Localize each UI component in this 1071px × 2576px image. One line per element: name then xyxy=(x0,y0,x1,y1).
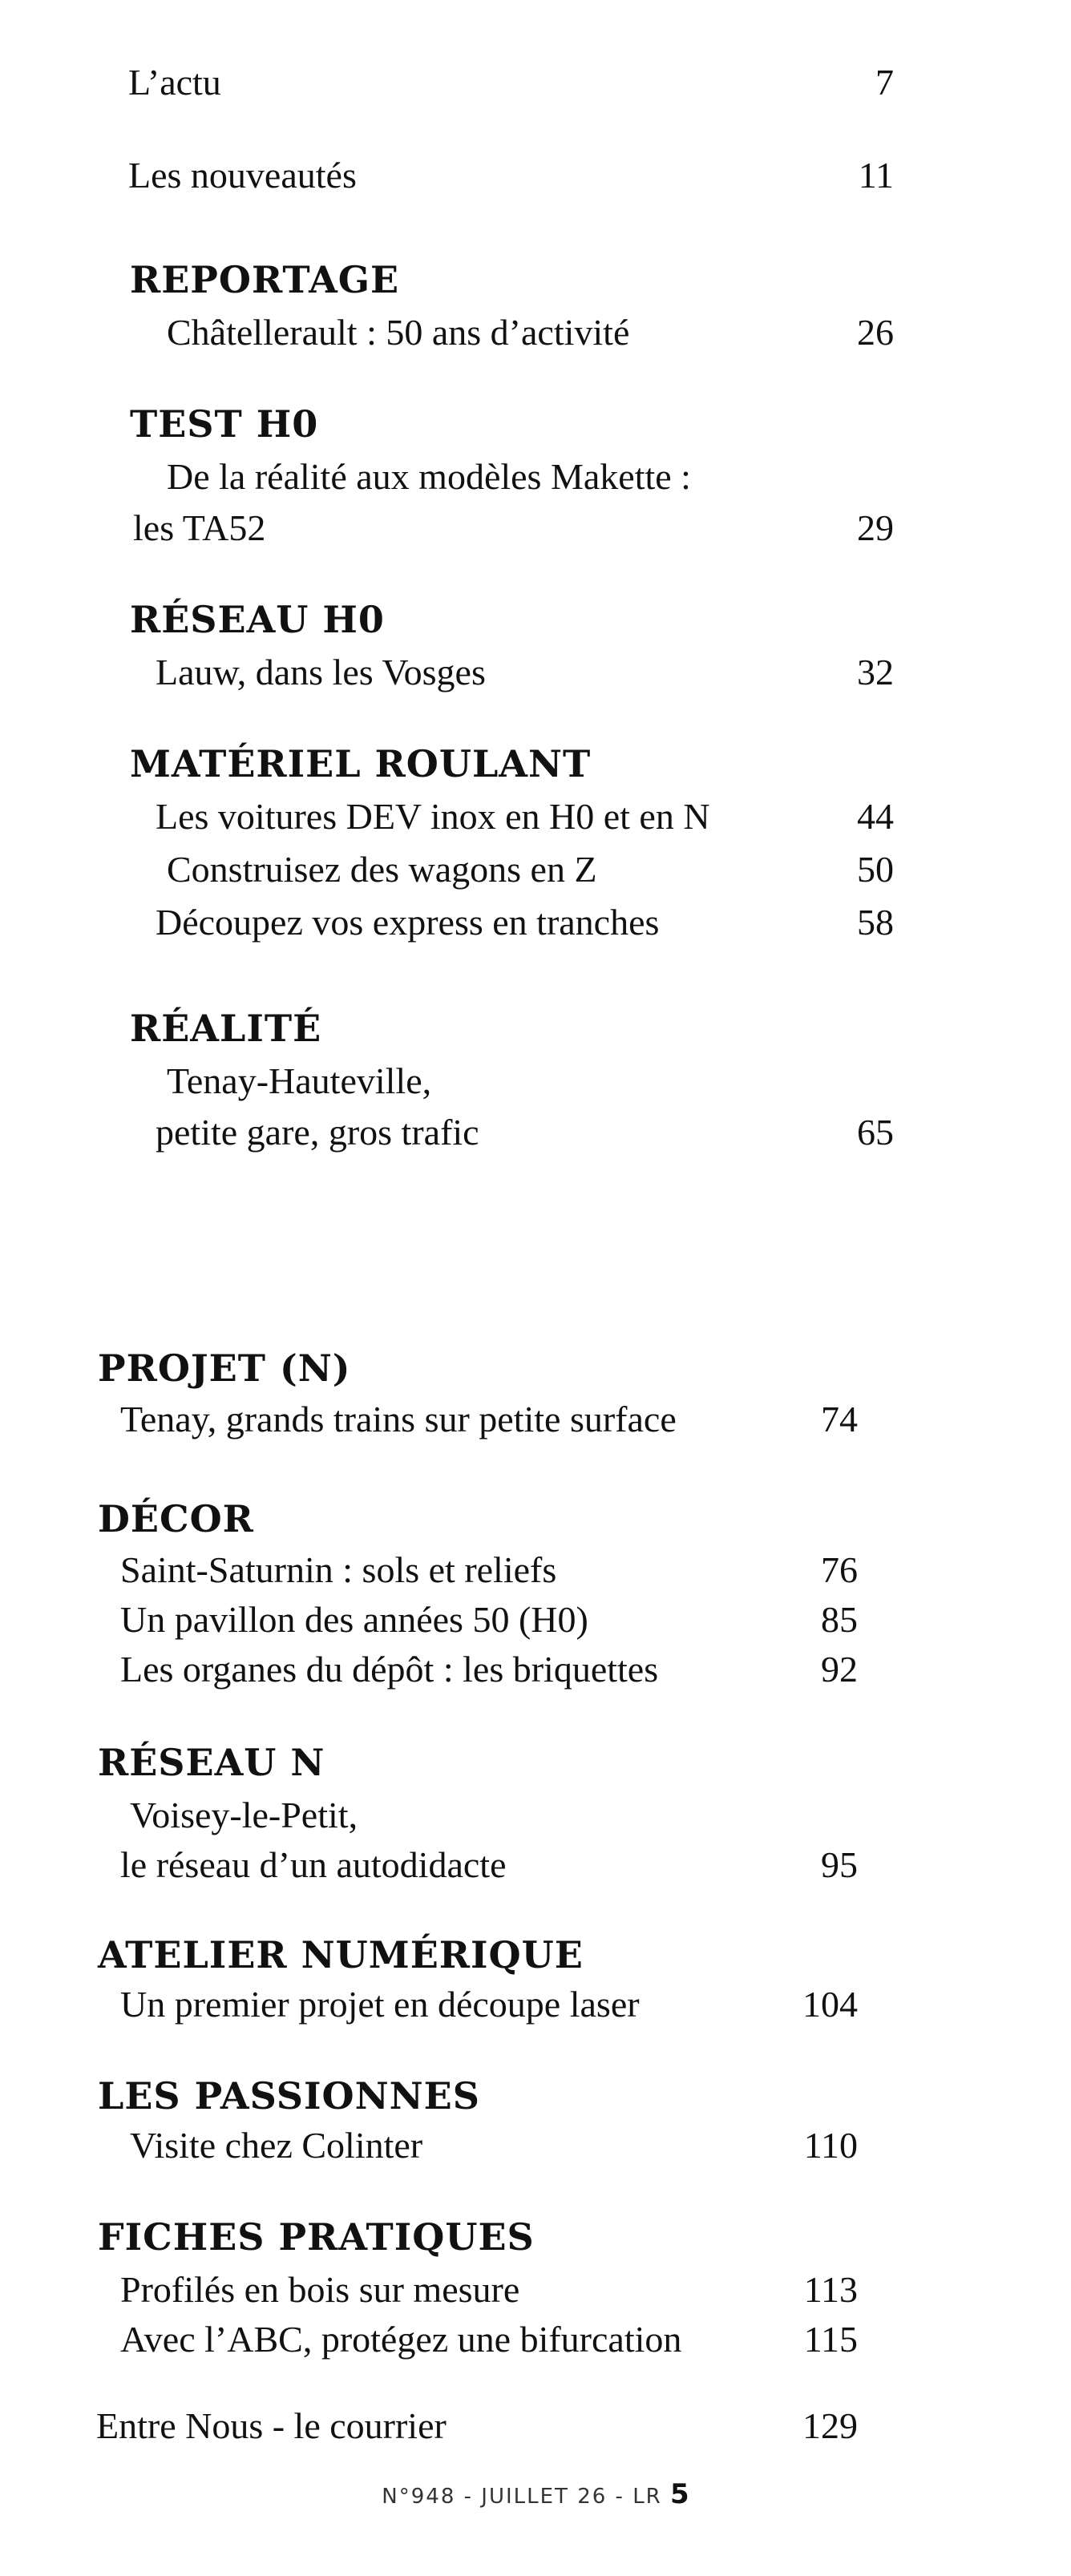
toc-entry-page: 95 xyxy=(821,1844,858,1885)
toc-entry-title: Découpez vos express en tranches xyxy=(156,902,660,943)
section-heading-realite: RÉALITÉ xyxy=(130,1007,322,1050)
toc-entry-title: Entre Nous - le courrier xyxy=(96,2405,447,2446)
toc-entry-title-line2: les TA52 xyxy=(133,507,266,548)
toc-entry-title: Les voitures DEV inox en H0 et en N xyxy=(156,796,710,837)
toc-entry-title: Un premier projet en découpe laser xyxy=(120,1984,640,2025)
toc-entry-page: 29 xyxy=(857,507,894,548)
toc-entry-title: Les organes du dépôt : les briquettes xyxy=(120,1649,659,1690)
toc-entry-title-line2: le réseau d’un autodidacte xyxy=(120,1844,507,1885)
section-heading-atelier-numerique: ATELIER NUMÉRIQUE xyxy=(98,1933,584,1976)
toc-entry-title: Lauw, dans les Vosges xyxy=(156,652,486,692)
toc-entry-page: 85 xyxy=(821,1599,858,1640)
toc-entry-page: 110 xyxy=(803,2125,858,2166)
section-heading-les-passionnes: LES PASSIONNES xyxy=(98,2074,480,2118)
toc-entry-title-line1: Tenay-Hauteville, xyxy=(167,1060,432,1101)
toc-entry-page: 115 xyxy=(803,2319,858,2360)
toc-entry-title: Profilés en bois sur mesure xyxy=(120,2269,520,2310)
page-footer xyxy=(0,2478,1071,2510)
issue-info: N°948 - JUILLET 26 - LR xyxy=(382,2485,662,2509)
section-heading-decor: DÉCOR xyxy=(98,1497,254,1540)
toc-entry-title-line1: Voisey-le-Petit, xyxy=(130,1795,358,1835)
toc-entry-page: 92 xyxy=(821,1649,858,1690)
section-heading-reportage: REPORTAGE xyxy=(130,258,400,301)
section-heading-reseau-h0: RÉSEAU H0 xyxy=(130,598,385,641)
toc-entry-page: 104 xyxy=(802,1984,858,2025)
toc-entry-page: 44 xyxy=(857,796,894,837)
toc-entry-page: 58 xyxy=(857,902,894,943)
toc-entry-page: 129 xyxy=(802,2405,858,2446)
section-heading-projet-n: PROJET (N) xyxy=(98,1347,351,1390)
section-heading-test-h0: TEST H0 xyxy=(130,402,319,446)
toc-entry-title: Saint-Saturnin : sols et reliefs xyxy=(120,1549,557,1590)
toc-entry-page: 50 xyxy=(857,849,894,890)
toc-entry-title: Châtellerault : 50 ans d’activité xyxy=(167,312,630,353)
toc-entry-title: Avec l’ABC, protégez une bifurcation xyxy=(120,2319,682,2360)
toc-entry-title: Tenay, grands trains sur petite surface xyxy=(120,1399,677,1439)
toc-entry-page: 113 xyxy=(803,2269,858,2310)
toc-entry-page: 11 xyxy=(858,155,894,196)
page-number: 5 xyxy=(670,2478,689,2510)
toc-entry-title: L’actu xyxy=(128,62,221,103)
toc-entry-page: 26 xyxy=(857,312,894,353)
section-heading-reseau-n: RÉSEAU N xyxy=(98,1741,325,1784)
toc-entry-page: 32 xyxy=(857,652,894,692)
toc-entry-title: Les nouveautés xyxy=(128,155,357,196)
toc-entry-title: Construisez des wagons en Z xyxy=(167,849,597,890)
toc-entry-page: 76 xyxy=(821,1549,858,1590)
toc-entry-page: 7 xyxy=(875,62,894,103)
toc-entry-page: 65 xyxy=(857,1112,894,1153)
toc-entry-title: Visite chez Colinter xyxy=(130,2125,423,2166)
section-heading-materiel-roulant: MATÉRIEL ROULANT xyxy=(130,742,592,785)
toc-entry-page: 74 xyxy=(821,1399,858,1439)
toc-entry-title-line1: De la réalité aux modèles Makette : xyxy=(167,456,691,497)
toc-entry-title: Un pavillon des années 50 (H0) xyxy=(120,1599,588,1640)
toc-entry-title-line2: petite gare, gros trafic xyxy=(156,1112,479,1153)
section-heading-fiches-pratiques: FICHES PRATIQUES xyxy=(98,2215,535,2259)
